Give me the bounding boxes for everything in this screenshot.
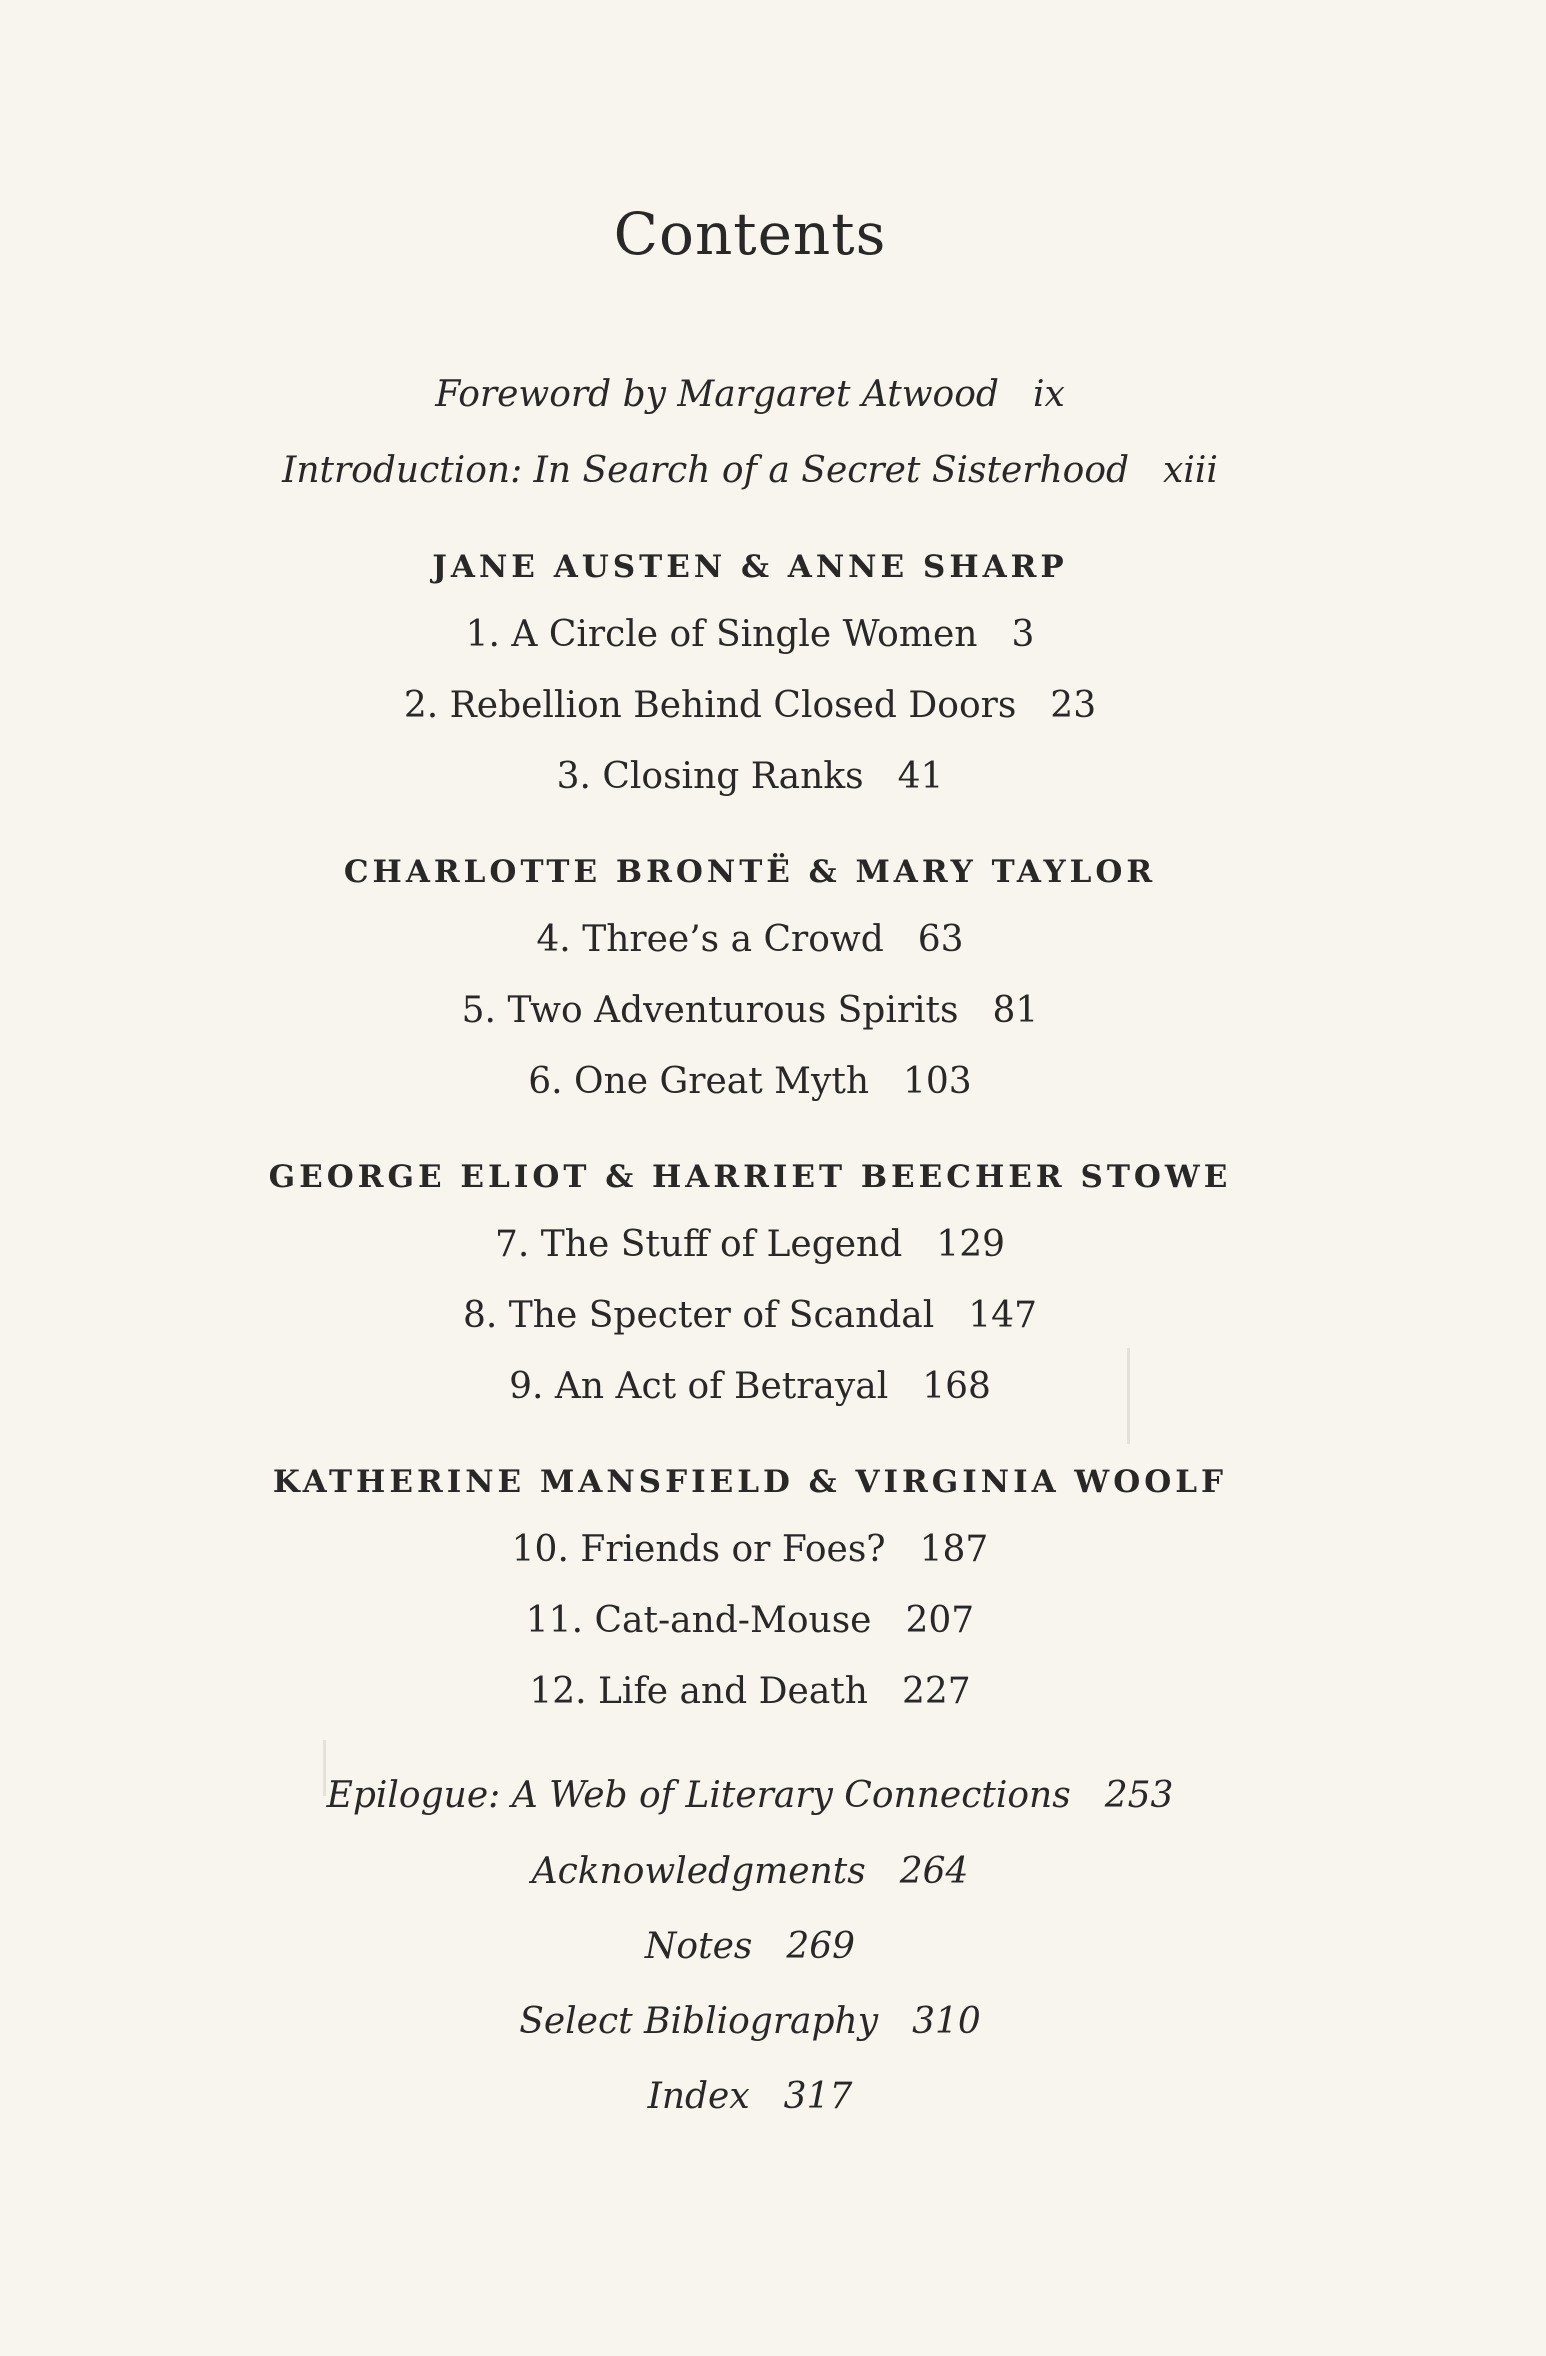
toc-entry-acknowledgments[interactable] — [0, 1851, 1500, 1892]
toc-entry-label: 3. Closing Ranks — [556, 756, 864, 797]
toc-page-number: 81 — [992, 990, 1039, 1031]
toc-entry-label: Foreword by Margaret Atwood — [435, 374, 999, 415]
toc-entry-chapter-7[interactable] — [0, 1224, 1500, 1265]
toc-page-number: 269 — [786, 1926, 856, 1967]
toc-page-number: 3 — [1011, 614, 1035, 655]
toc-entry-chapter-6[interactable] — [0, 1061, 1500, 1102]
toc-entry-label: 2. Rebellion Behind Closed Doors — [403, 685, 1017, 726]
part-heading-mansfield-woolf: KATHERINE MANSFIELD & VIRGINIA WOOLF — [272, 1464, 1228, 1500]
scan-mark — [323, 1740, 326, 1796]
toc-page-number: 317 — [783, 2076, 853, 2117]
toc-entry-chapter-4[interactable] — [0, 919, 1500, 960]
toc-entry-foreword[interactable] — [0, 374, 1500, 415]
toc-page-number: 41 — [897, 756, 944, 797]
toc-entry-chapter-12[interactable] — [0, 1671, 1500, 1712]
scan-mark — [1127, 1348, 1130, 1444]
toc-page-number: 103 — [903, 1061, 972, 1102]
toc-entry-label: Epilogue: A Web of Literary Connections — [326, 1775, 1071, 1816]
toc-entry-label: Introduction: In Search of a Secret Sisterhood — [282, 450, 1130, 491]
toc-entry-chapter-1[interactable] — [0, 614, 1500, 655]
toc-entry-chapter-2[interactable] — [0, 685, 1500, 726]
toc-entry-label: 12. Life and Death — [529, 1671, 868, 1712]
toc-page-number: 310 — [912, 2001, 981, 2042]
toc-page-number: 227 — [901, 1671, 971, 1712]
toc-page-number: 207 — [905, 1600, 975, 1641]
toc-entry-label: 8. The Specter of Scandal — [463, 1295, 935, 1336]
toc-entry-label: Acknowledgments — [531, 1851, 866, 1892]
toc-entry-bibliography[interactable] — [0, 2001, 1500, 2042]
part-heading-eliot-stowe: GEORGE ELIOT & HARRIET BEECHER STOWE — [268, 1159, 1232, 1195]
toc-entry-label: 4. Three’s a Crowd — [536, 919, 884, 960]
toc-entry-label: 11. Cat-and-Mouse — [525, 1600, 872, 1641]
toc-entry-chapter-10[interactable] — [0, 1529, 1500, 1570]
toc-entry-chapter-9[interactable] — [0, 1366, 1500, 1407]
toc-entry-index[interactable] — [0, 2076, 1500, 2117]
toc-page-number: ix — [1032, 374, 1065, 415]
toc-entry-label: 9. An Act of Betrayal — [509, 1366, 889, 1407]
toc-entry-label: Notes — [644, 1926, 753, 1967]
toc-entry-chapter-8[interactable] — [0, 1295, 1500, 1336]
toc-page-number: 129 — [936, 1224, 1006, 1265]
part-heading-bronte-taylor: CHARLOTTE BRONTË & MARY TAYLOR — [343, 854, 1157, 890]
part-heading-austen-sharp: JANE AUSTEN & ANNE SHARP — [432, 549, 1068, 585]
toc-entry-label: Index — [647, 2076, 750, 2117]
toc-page-number: 253 — [1104, 1775, 1174, 1816]
page-title: Contents — [613, 200, 887, 268]
toc-page-number: 187 — [919, 1529, 989, 1570]
toc-entry-notes[interactable] — [0, 1926, 1500, 1967]
toc-entry-label: 5. Two Adventurous Spirits — [461, 990, 959, 1031]
toc-entry-chapter-5[interactable] — [0, 990, 1500, 1031]
toc-entry-label: 6. One Great Myth — [528, 1061, 869, 1102]
toc-page-number: 147 — [968, 1295, 1037, 1336]
toc-entry-introduction[interactable] — [0, 450, 1500, 491]
toc-entry-chapter-3[interactable] — [0, 756, 1500, 797]
toc-page-number: 264 — [899, 1851, 969, 1892]
toc-entry-label: 10. Friends or Foes? — [511, 1529, 886, 1570]
toc-entry-label: 1. A Circle of Single Women — [465, 614, 978, 655]
toc-page-number: 63 — [917, 919, 964, 960]
toc-entry-epilogue[interactable] — [0, 1775, 1500, 1816]
toc-entry-label: Select Bibliography — [519, 2001, 879, 2042]
toc-page-number: 23 — [1050, 685, 1097, 726]
toc-entry-label: 7. The Stuff of Legend — [494, 1224, 903, 1265]
toc-entry-chapter-11[interactable] — [0, 1600, 1500, 1641]
toc-page-number: xiii — [1163, 450, 1218, 491]
toc-page-number: 168 — [922, 1366, 991, 1407]
